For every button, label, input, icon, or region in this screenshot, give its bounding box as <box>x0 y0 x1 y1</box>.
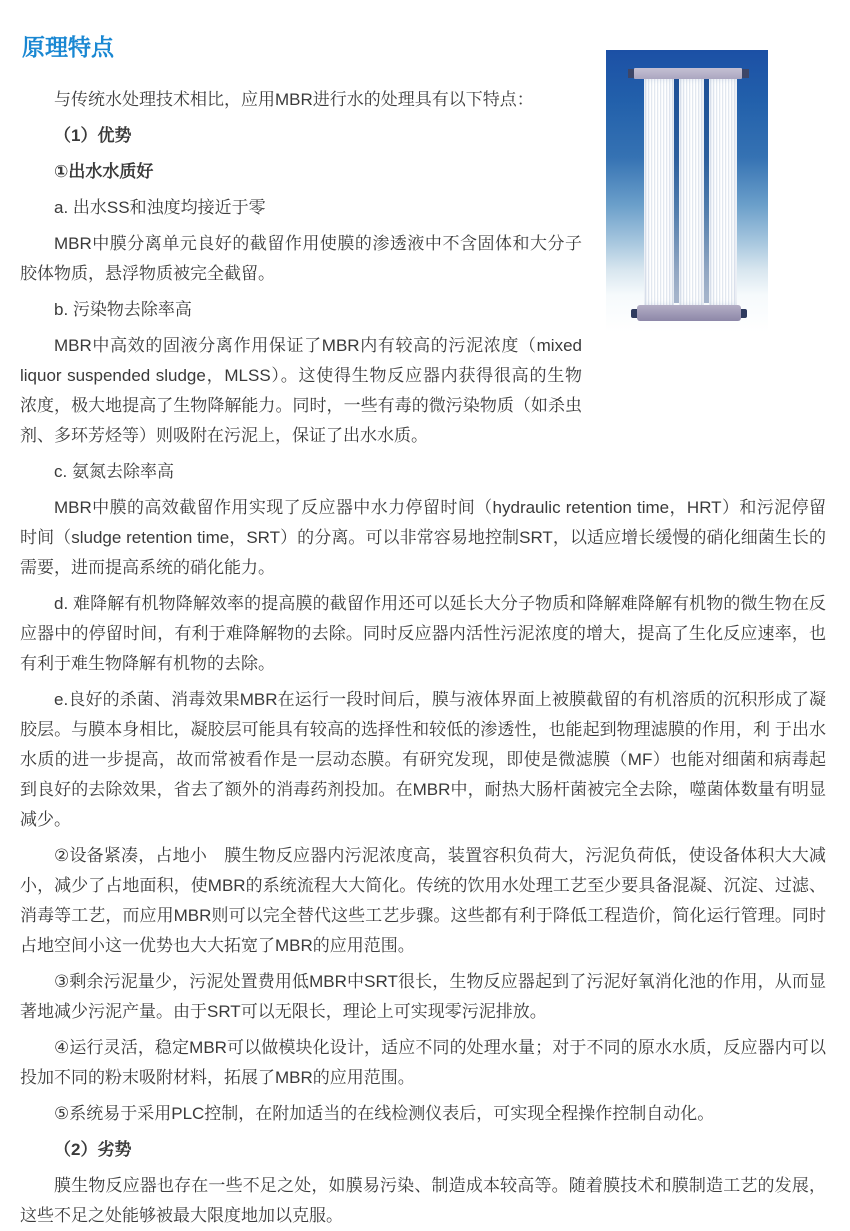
paragraph-refractory-organics: d. 难降解有机物降解效率的提高膜的截留作用还可以延长大分子物质和降解难降解有机物的微生物在反应器中的停留时间，有利于难降解物的去除。同时反应器内活性污泥浓度的增大，提高了生化反应速率，也有利于难生物降解有机物的去除。 <box>20 594 826 673</box>
paragraph-pollutant-removal: MBR中高效的固液分离作用保证了MBR内有较高的污泥浓度（mixed liquor suspended sludge，MLSS）。这使得生物反应器内获得很高的生物浓度，极大地提高了生物降解能力。同时，一些有毒的微污染物质（如杀虫剂、多环芳烃等）则吸附在污泥上，保证了出水水质。 <box>20 336 582 445</box>
photo-background <box>606 50 768 332</box>
paragraph-ammonia-removal: MBR中膜的高效截留作用实现了反应器中水力停留时间（hydraulic retention time，HRT）和污泥停留时间（sludge retention time，SRT）的分离。可以非常容易地控制SRT，以适应增长缓慢的硝化细菌生长的需要，进而提高系统的硝化能力。 <box>20 498 826 577</box>
page-title: 原理特点 <box>22 34 114 60</box>
heading-advantages: （1）优势 <box>54 126 132 145</box>
module-header-tab-right <box>742 69 749 78</box>
item-b-heading: b. 污染物去除率高 <box>54 300 192 319</box>
paragraph-disadvantages: 膜生物反应器也存在一些不足之处，如膜易污染、制造成本较高等。随着膜技术和膜制造工艺的发展，这些不足之处能够被最大限度地加以克服。 <box>20 1176 826 1225</box>
membrane-curtain <box>679 78 704 306</box>
membrane-curtain <box>709 78 737 306</box>
item-c-heading: c. 氨氮去除率高 <box>54 462 174 481</box>
paragraph-flexible-operation: ④运行灵活，稳定MBR可以做模块化设计，适应不同的处理水量；对于不同的原水水质，反应器内可以投加不同的粉末吸附材料，拓展了MBR的应用范围。 <box>20 1038 826 1087</box>
membrane-curtain <box>644 78 674 306</box>
heading-effluent-quality: ①出水水质好 <box>54 162 154 181</box>
paragraph-less-sludge: ③剩余污泥量少，污泥处置费用低MBR中SRT很长，生物反应器起到了污泥好氧消化池的作用，从而显著地减少污泥产量。由于SRT可以无限长，理论上可实现零污泥排放。 <box>20 972 826 1021</box>
membrane-module-photo <box>594 50 830 388</box>
paragraph-compact-equipment: ②设备紧凑，占地小 膜生物反应器内污泥浓度高，装置容积负荷大，污泥负荷低，使设备体积大大减小，减少了占地面积，使MBR的系统流程大大简化。传统的饮用水处理工艺至少要具备混凝、沉淀、过滤、消毒等工艺，而应用MBR则可以完全替代这些工艺步骤。这些都有利于降低工程造价，简化运行管理。同时占地空间小这一优势也大大拓宽了MBR的应用范围。 <box>20 846 826 955</box>
module-header-bar <box>634 68 742 79</box>
paragraph-disinfection-effect: e.良好的杀菌、消毒效果MBR在运行一段时间后，膜与液体界面上被膜截留的有机溶质的沉积形成了凝胶层。与膜本身相比，凝胶层可能具有较高的选择性和较低的渗透性，也能起到物理滤膜的作用，利 于出水水质的进一步提高，故而常被看作是一层动态膜。有研究发现，即使是微滤膜（MF）也能对细菌和病毒起到良好的去除效果，省去了额外的消毒药剂投加。在MBR中，耐热大肠杆菌被完全去除，噬菌体数量有明显减少。 <box>20 690 826 829</box>
membrane-curtain-area <box>644 78 737 306</box>
heading-disadvantages: （2）劣势 <box>54 1140 132 1159</box>
module-bottom-cap <box>637 305 741 321</box>
paragraph-ss-retention: MBR中膜分离单元良好的截留作用使膜的渗透液中不含固体和大分子胶体物质，悬浮物质被完全截留。 <box>20 234 582 283</box>
paragraph-plc-control: ⑤系统易于采用PLC控制，在附加适当的在线检测仪表后，可实现全程操作控制自动化。 <box>54 1104 715 1123</box>
body-text <box>20 85 826 1231</box>
item-a-heading: a. 出水SS和浊度均接近于零 <box>54 198 266 217</box>
intro-paragraph: 与传统水处理技术相比，应用MBR进行水的处理具有以下特点： <box>54 90 534 109</box>
